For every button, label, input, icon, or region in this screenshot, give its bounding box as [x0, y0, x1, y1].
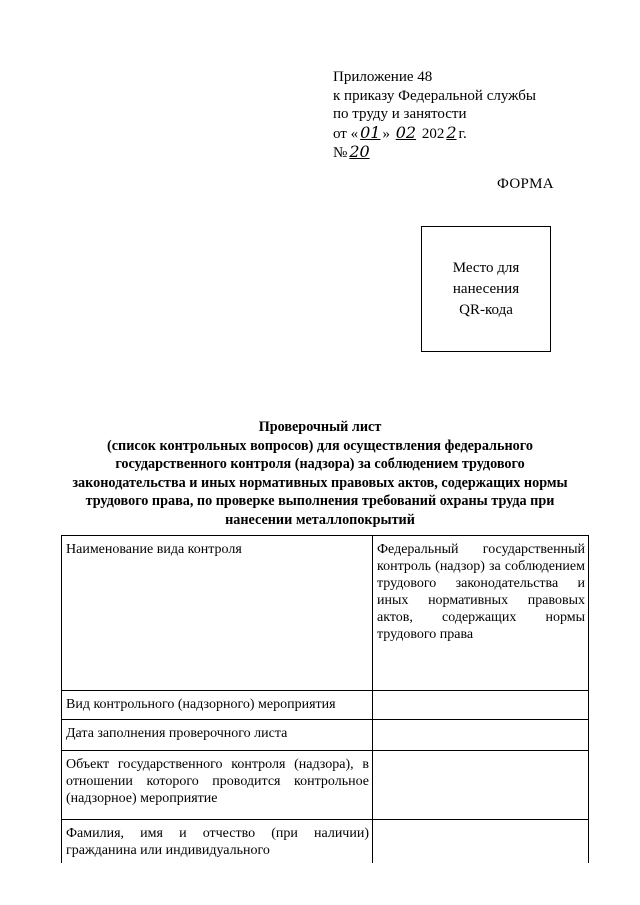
table-row: [62, 820, 589, 864]
table-row: [62, 720, 589, 751]
row-value: [373, 691, 589, 720]
date-suffix: г.: [458, 125, 467, 142]
appendix-date-line: [333, 124, 583, 144]
number-prefix: №: [333, 145, 348, 161]
table-row: [62, 691, 589, 720]
form-label: ФОРМА: [497, 176, 554, 192]
title-line-4: законодательства и иных нормативных правовых актов, содержащих нормы: [72, 474, 568, 491]
row-label: Наименование вида контроля: [62, 536, 373, 691]
document-title: [50, 418, 590, 530]
row-value: Федеральный государственный контроль (надзор) за соблюдением трудового законодательства и иных нормативных правовых актов, содержащих нормы трудового права: [373, 536, 589, 691]
title-line-1: Проверочный лист: [258, 419, 382, 435]
row-label: Объект государственного контроля (надзора), в отношении которого проводится контрольное (надзорное) мероприятие: [62, 751, 373, 820]
appendix-block: [333, 68, 583, 163]
number-handwritten: 20: [349, 142, 370, 161]
appendix-line-1: Приложение 48: [333, 69, 433, 85]
qr-code-placeholder: [421, 226, 551, 352]
title-line-2: (список контрольных вопросов) для осуществления федерального: [107, 437, 533, 454]
title-line-6: нанесении металлопокрытий: [225, 511, 415, 528]
date-year-prefix: 202: [421, 125, 445, 142]
appendix-line-2: к приказу Федеральной службы: [333, 87, 537, 104]
row-value: [373, 751, 589, 820]
date-year-handwritten: 2: [446, 122, 457, 142]
row-label: Дата заполнения проверочного листа: [62, 720, 373, 751]
row-label: Вид контрольного (надзорного) мероприятия: [62, 691, 373, 720]
qr-placeholder-text: [422, 258, 550, 321]
title-line-3: государственного контроля (надзора) за соблюдением трудового: [115, 456, 525, 473]
date-prefix: от «: [333, 125, 359, 142]
control-info-table: [61, 535, 589, 863]
row-value: [373, 720, 589, 751]
title-line-5: трудового права, по проверке выполнения требований охраны труда при: [85, 493, 555, 510]
qr-line-1: Место для: [452, 259, 520, 276]
qr-line-3: QR-кода: [459, 301, 513, 318]
appendix-number-line: [333, 143, 583, 163]
row-value: [373, 820, 589, 864]
table-row: [62, 536, 589, 691]
date-mid: »: [382, 125, 390, 142]
table-row: [62, 751, 589, 820]
date-month-handwritten: 02: [395, 122, 417, 142]
row-label: Фамилия, имя и отчество (при наличии) гражданина или индивидуального: [62, 820, 373, 864]
date-day-handwritten: 01: [360, 122, 381, 142]
qr-line-2: нанесения: [452, 280, 520, 297]
appendix-line-3: по труду и занятости: [333, 106, 467, 122]
